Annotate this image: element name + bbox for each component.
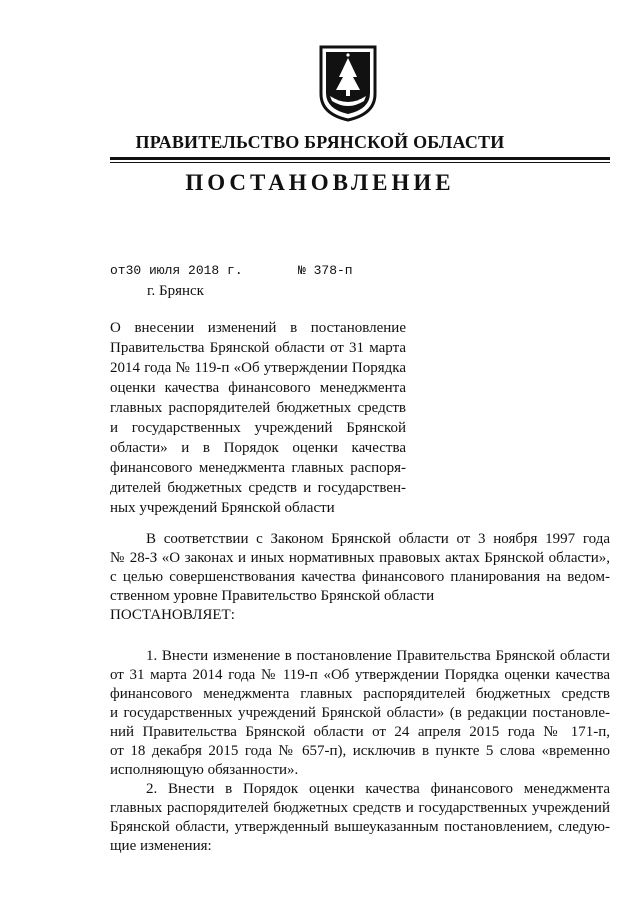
subject-line: и государственных учреждений Брянской: [110, 420, 406, 436]
item-2-paragraph: [110, 780, 610, 856]
item-line: и государственных учреждений Брянской области» (в редакции постановле-: [110, 705, 610, 721]
preamble-line: ственном уровне Правительство Брянской области: [110, 588, 435, 604]
paragraph-gap: [110, 625, 610, 647]
document-city: г. Брянск: [147, 283, 204, 299]
subject-line: главных распорядителей бюджетных средств: [110, 400, 406, 416]
document-date: от30 июля 2018 г.: [110, 263, 243, 278]
document-subject: [110, 318, 406, 518]
document-number: № 378-п: [298, 263, 353, 278]
item-line: от 31 марта 2014 года № 119-п «Об утверждении Порядка оценки качества: [110, 667, 610, 683]
preamble-line: № 28-З «О законах и иных нормативных правовых актах Брянской области»,: [110, 550, 610, 566]
coat-of-arms-emblem: [318, 44, 378, 122]
subject-line: финансового менеджмента главных распоря-: [110, 460, 406, 476]
document-type-title: ПОСТАНОВЛЕНИЕ: [185, 170, 455, 195]
document-body: [110, 530, 610, 856]
subject-line: ных учреждений Брянской области: [110, 500, 335, 516]
preamble-line: В соответствии с Законом Брянской области от 3 ноября 1997 года: [146, 531, 610, 547]
subject-line: 2014 года № 119-п «Об утверждении Порядка: [110, 360, 406, 376]
subject-line: О внесении изменений в постановление: [110, 320, 406, 336]
subject-line: дителей бюджетных средств и государствен-: [110, 480, 406, 496]
item-line: 1. Внести изменение в постановление Правительства Брянской области: [146, 648, 610, 664]
header-rule-thick: [110, 157, 610, 160]
organization-title: ПРАВИТЕЛЬСТВО БРЯНСКОЙ ОБЛАСТИ: [135, 132, 505, 152]
item-line: от 18 декабря 2015 года № 657-п), исключив в пункте 5 слова «временно: [110, 743, 610, 759]
item-line: исполняющую обязанности».: [110, 762, 299, 778]
item-line: финансового менеджмента главных распорядителей бюджетных средств: [110, 686, 610, 702]
header-rule-thin: [110, 162, 610, 163]
subject-line: области» и в Порядок оценки качества: [110, 440, 406, 456]
item-line: 2. Внести в Порядок оценки качества финансового менеджмента: [146, 781, 610, 797]
item-1-paragraph: [110, 647, 610, 780]
resolves-heading: ПОСТАНОВЛЯЕТ:: [110, 607, 235, 623]
item-line: Брянской области, утвержденный вышеуказанным постановлением, следую-: [110, 819, 610, 835]
preamble-line: с целью совершенствования качества финансового планирования на ведом-: [110, 569, 610, 585]
item-line: ний Правительства Брянской области от 24 апреля 2015 года № 171-п,: [110, 724, 610, 740]
subject-line: оценки качества финансового менеджмента: [110, 380, 406, 396]
subject-line: Правительства Брянской области от 31 марта: [110, 340, 406, 356]
item-line: щие изменения:: [110, 838, 212, 854]
preamble-paragraph: [110, 530, 610, 606]
item-line: главных распорядителей бюджетных средств и государственных учреждений: [110, 800, 610, 816]
